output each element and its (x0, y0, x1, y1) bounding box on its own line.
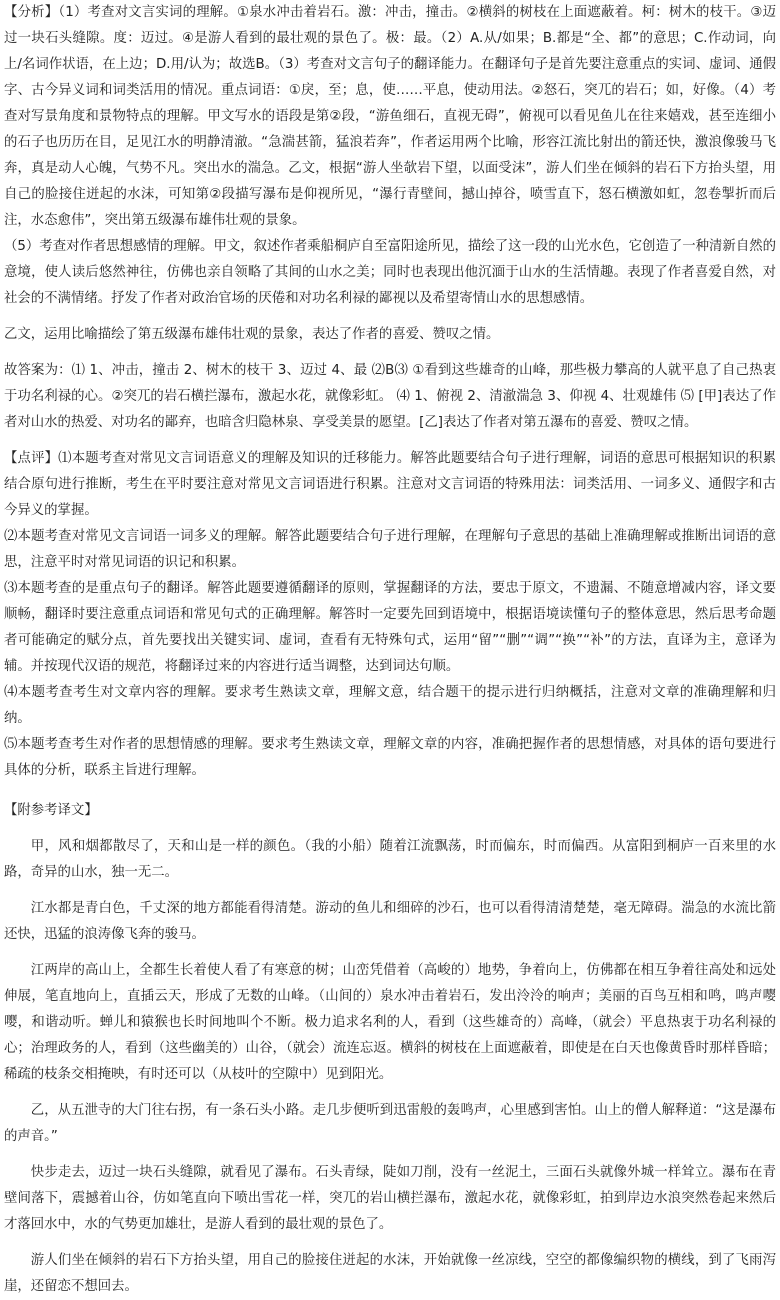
comment-paragraph-5: ⑸本题考查考生对作者的思想情感的理解。要求考生熟读文章，理解文章的内容，准确把握作者的思想情感，对具体的语句要进行具体的分析，联系主旨进行理解。 (4, 737, 776, 778)
analysis-paragraph-3: 乙文，运用比喻描绘了第五级瀑布雄伟壮观的景象，表达了作者的喜爱、赞叹之情。 (4, 327, 500, 342)
translation-header: 【附参考译文】 (4, 803, 98, 818)
translation-paragraph-4: 乙，从五泄寺的大门往右拐，有一条石头小路。走几步便听到迅雷般的轰鸣声，心里感到害怕。山上的僧人解释道：“这是瀑布的声音。” (4, 1103, 776, 1144)
comment-paragraph-3: ⑶本题考查的是重点句子的翻译。解答此题要遵循翻译的原则，掌握翻译的方法，要忠于原文，不遗漏、不随意增减内容，译文要顺畅，翻译时要注意重点词语和常见句式的正确理解。解答时一定要先回到语境中，根据语境读懂句子的整体意思，然后思考命题者可能确定的赋分点，首先要找出关键实词、虚词，查看有无特殊句式，运用“留”“删”“调”“换”“补”的方法，直译为主，意译为辅。并按现代汉语的规范，将翻译过来的内容进行适当调整，达到词达句顺。 (4, 581, 776, 674)
comment-paragraph-1: 【点评】⑴本题考查对常见文言词语意义的理解及知识的迁移能力。解答此题要结合句子进行理解，词语的意思可根据知识的积累结合原句进行推断，考生在平时要注意对常见文言词语进行积累。注意对文言词语的特殊用法：词类活用、一词多义、通假字和古今异义的掌握。 (4, 451, 776, 518)
translation-paragraph-5: 快步走去，迈过一块石头缝隙，就看见了瀑布。石头青绿，陡如刀削，没有一丝泥土，三面石头就像外城一样耸立。瀑布在青壁间落下，震撼着山谷，仿如笔直向下喷出雪花一样，突兀的岩山横拦瀑布，激起水花，就像彩虹，拍到岸边水浪突然卷起来然后才落回水中，水的气势更加雄壮，是游人看到的最壮观的景色了。 (4, 1165, 776, 1232)
answer-paragraph: 故答案为：⑴ 1、冲击，撞击 2、树木的枝干 3、迈过 4、最 ⑵B⑶ ①看到这些雄奇的山峰，那些极力攀高的人就平息了自己热衷于功名利禄的心。②突兀的岩石横拦瀑布，激起水花，就像彩虹。 ⑷ 1、俯视 2、清澈湍急 3、仰视 4、壮观雄伟 ⑸ [甲]表达了作者对山水的热爱、对功名的鄙弃，也暗含归隐林泉、享受美景的愿望。[乙]表达了作者对第五瀑布的喜爱、赞叹之情。 (4, 363, 776, 430)
analysis-paragraph-2: （5）考查对作者思想感情的理解。甲文，叙述作者乘船桐庐自至富阳途所见，描绘了这一段的山光水色，它创造了一种清新自然的意境，使人读后悠然神往，仿佛也亲自领略了其间的山水之美；同时也表现出他沉湎于山水的生活情趣。表现了作者喜爱自然，对社会的不满情绪。抒发了作者对政治官场的厌倦和对功名利禄的鄙视以及希望寄情山水的思想感情。 (4, 239, 776, 306)
comment-paragraph-2: ⑵本题考查对常见文言词语一词多义的理解。解答此题要结合句子进行理解，在理解句子意思的基础上准确理解或推断出词语的意思，注意平时对常见词语的识记和积累。 (4, 529, 776, 570)
translation-paragraph-6: 游人们坐在倾斜的岩石下方抬头望，用自己的脸接住迸起的水沫，开始就像一丝凉线，空空的都像编织物的横线，到了飞雨泻崖，还留恋不想回去。 (4, 1253, 776, 1294)
comment-paragraph-4: ⑷本题考查考生对文章内容的理解。要求考生熟读文章，理解文意，结合题干的提示进行归纳概括，注意对文章的准确理解和归纳。 (4, 685, 776, 726)
translation-paragraph-2: 江水都是青白色，千丈深的地方都能看得清楚。游动的鱼儿和细碎的沙石，也可以看得清清楚楚，毫无障碍。湍急的水流比箭还快，迅猛的浪涛像飞奔的骏马。 (4, 901, 776, 942)
translation-paragraph-3: 江两岸的高山上，全都生长着使人看了有寒意的树；山峦凭借着（高峻的）地势，争着向上，仿佛都在相互争着往高处和远处伸展，笔直地向上，直插云天，形成了无数的山峰。（山间的）泉水冲击着岩石，发出泠泠的响声；美丽的百鸟互相和鸣，鸣声嘤嘤，和谐动听。蝉儿和猿猴也长时间地叫个不断。极力追求名利的人，看到（这些雄奇的）高峰，（就会）平息热衷于功名利禄的心；治理政务的人，看到（这些幽美的）山谷，（就会）流连忘返。横斜的树枝在上面遮蔽着，即使是在白天也像黄昏时那样昏暗；稀疏的枝条交相掩映，有时还可以（从枝叶的空隙中）见到阳光。 (4, 963, 776, 1082)
translation-paragraph-1: 甲，风和烟都散尽了，天和山是一样的颜色。（我的小船）随着江流飘荡，时而偏东，时而偏西。从富阳到桐庐一百来里的水路，奇异的山水，独一无二。 (4, 839, 776, 880)
analysis-paragraph-1: 【分析】（1）考查对文言实词的理解。①泉水冲击着岩石。激：冲击，撞击。②横斜的树枝在上面遮蔽着。柯：树木的枝干。③迈过一块石头缝隙。度：迈过。④是游人看到的最壮观的景色了。极：最。（2）A.从/如果；B.都是“全、都”的意思；C.作动词，向上/名词作状语，在上边；D.用/认为；故选B。（3）考查对文言句子的翻译能力。在翻译句子是首先要注意重点的实词、虚词、通假字、古今异义词和词类活用的情况。重点词语：①戾，至；息，使……平息，使动用法。②怒石，突兀的岩石；如，好像。（4）考查对写景角度和景物特点的理解。甲文写水的语段是第②段，“游鱼细石，直视无碍”，俯视可以看见鱼儿在往来嬉戏，甚至连细小的石子也历历在目，足见江水的明静清澈。“急湍甚箭，猛浪若奔”，作者运用两个比喻，形容江流比射出的箭还快，激浪像骏马飞奔，真是动人心魄，气势不凡。突出水的湍急。乙文，根据“游人坐欹岩下望，以面受沫”，游人们坐在倾斜的岩石下方抬头望，用自己的脸接住迸起的水沫，可知第②段描写瀑布是仰视所见，“瀑行青壁间，撼山掉谷，喷雪直下，怒石横激如虹，忽卷掣折而后注，水态愈伟”，突出第五级瀑布雄伟壮观的景象。 (4, 5, 776, 228)
